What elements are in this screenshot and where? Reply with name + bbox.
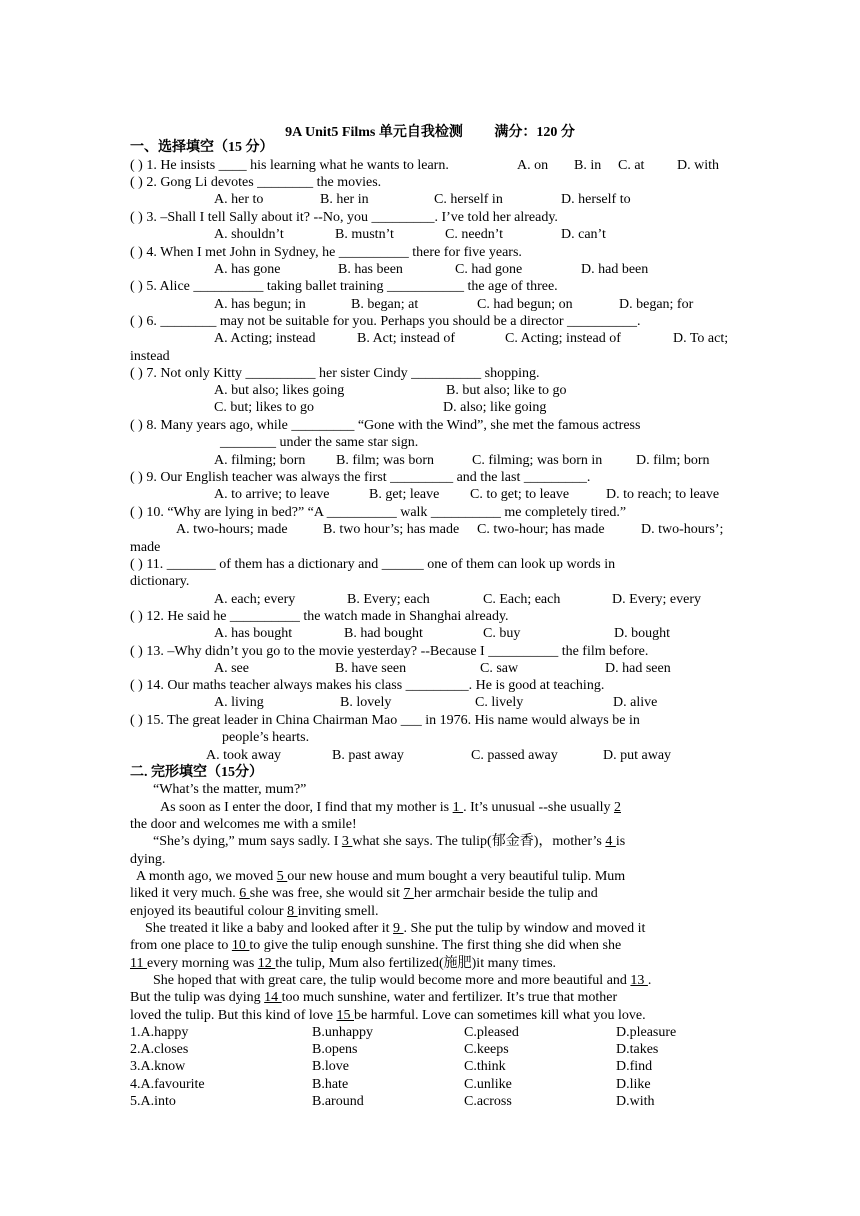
- q11-option-a: A. each; every: [214, 592, 296, 607]
- question-12: ( ) 12. He said he __________ the watch made in Shanghai already.: [130, 609, 509, 624]
- q6-option-b: B. Act; instead of: [357, 331, 455, 346]
- q10-option-d: D. two-hours’;: [641, 522, 724, 537]
- q7-option-c: C. but; likes to go: [214, 400, 314, 415]
- q8-option-c: C. filming; was born in: [472, 453, 603, 468]
- q9-option-a: A. to arrive; to leave: [214, 487, 330, 502]
- q1-option-a: A. on: [517, 158, 549, 173]
- q11-option-b: B. Every; each: [347, 592, 430, 607]
- cloze2-option-b: B.opens: [312, 1042, 358, 1057]
- q2-option-c: C. herself in: [434, 192, 503, 207]
- q8-option-d: D. film; born: [636, 453, 710, 468]
- q7-option-d: D. also; like going: [443, 400, 547, 415]
- q3-option-d: D. can’t: [561, 227, 606, 242]
- q12-option-c: C. buy: [483, 626, 521, 641]
- q11-option-c: C. Each; each: [483, 592, 561, 607]
- q2-option-a: A. her to: [214, 192, 264, 207]
- q7-option-b: B. but also; like to go: [446, 383, 567, 398]
- q14-option-a: A. living: [214, 695, 264, 710]
- q15-option-d: D. put away: [603, 748, 672, 763]
- question-1: ( ) 1. He insists ____ his learning what he wants to learn.: [130, 158, 449, 173]
- q9-option-d: D. to reach; to leave: [606, 487, 720, 502]
- q14-option-c: C. lively: [475, 695, 524, 710]
- q5-option-c: C. had begun; on: [477, 297, 573, 312]
- q10-option-a: A. two-hours; made: [176, 522, 288, 537]
- q12-option-a: A. has bought: [214, 626, 293, 641]
- q8-option-a: A. filming; born: [214, 453, 306, 468]
- blank-4: 4: [605, 834, 616, 849]
- q5-option-a: A. has begun; in: [214, 297, 306, 312]
- cloze2-option-a: 2.A.closes: [130, 1042, 189, 1057]
- cloze1-option-b: B.unhappy: [312, 1025, 374, 1040]
- passage-line-1: “What’s the matter, mum?”: [153, 782, 307, 797]
- q5-option-d: D. began; for: [619, 297, 694, 312]
- q6-continuation: instead: [130, 349, 170, 364]
- q14-option-b: B. lovely: [340, 695, 392, 710]
- q13-option-d: D. had seen: [605, 661, 671, 676]
- q8-continuation: ________ under the same star sign.: [220, 435, 419, 450]
- q2-option-b: B. her in: [320, 192, 369, 207]
- passage-line-10: from one place to 10 to give the tulip enough sunshine. The first thing she did when she: [130, 938, 622, 953]
- question-2: ( ) 2. Gong Li devotes ________ the movies.: [130, 175, 382, 190]
- q4-option-c: C. had gone: [455, 262, 523, 277]
- cloze1-option-a: 1.A.happy: [130, 1025, 189, 1040]
- blank-3: 3: [341, 834, 353, 849]
- q9-option-c: C. to get; to leave: [470, 487, 570, 502]
- cloze3-option-a: 3.A.know: [130, 1059, 186, 1074]
- q11-option-d: D. Every; every: [612, 592, 702, 607]
- question-8: ( ) 8. Many years ago, while _________ “Gone with the Wind”, she met the famous actress: [130, 418, 641, 433]
- passage-line-4: “She’s dying,” mum says sadly. I 3 what she says. The tulip(郁金香)，mother’s 4 is: [153, 834, 626, 849]
- question-6: ( ) 6. ________ may not be suitable for you. Perhaps you should be a director __________.: [130, 314, 641, 329]
- cloze5-option-d: D.with: [616, 1094, 655, 1109]
- passage-line-3: the door and welcomes me with a smile!: [130, 817, 357, 832]
- section2-heading: 二. 完形填空（15分）: [130, 765, 263, 780]
- q5-option-b: B. began; at: [351, 297, 419, 312]
- section1-heading: 一、选择填空（15 分）: [130, 140, 274, 155]
- question-9: ( ) 9. Our English teacher was always the first _________ and the last _________.: [130, 470, 591, 485]
- blank-1: 1: [452, 800, 464, 815]
- blank-8: 8: [287, 904, 298, 919]
- q3-option-c: C. needn’t: [445, 227, 504, 242]
- passage-line-9: She treated it like a baby and looked after it 9 . She put the tulip by window and moved it: [145, 921, 646, 936]
- question-4: ( ) 4. When I met John in Sydney, he __________ there for five years.: [130, 245, 522, 260]
- cloze3-option-c: C.think: [464, 1059, 506, 1074]
- title-main: 9A Unit5 Films 单元自我检测: [285, 125, 463, 140]
- blank-13: 13: [630, 973, 648, 988]
- q3-option-a: A. shouldn’t: [214, 227, 284, 242]
- passage-line-5: dying.: [130, 852, 166, 867]
- passage-line-6: A month ago, we moved 5 our new house and mum bought a very beautiful tulip. Mum: [136, 869, 626, 884]
- blank-10: 10: [231, 938, 250, 953]
- q13-option-c: C. saw: [480, 661, 519, 676]
- blank-11: 11: [130, 956, 147, 971]
- question-11: ( ) 11. _______ of them has a dictionary and ______ one of them can look up words in: [130, 557, 616, 572]
- q15-option-a: A. took away: [206, 748, 282, 763]
- q1-option-c: C. at: [618, 158, 645, 173]
- question-13: ( ) 13. –Why didn’t you go to the movie yesterday? --Because I __________ the film before.: [130, 644, 649, 659]
- blank-5: 5: [276, 869, 288, 884]
- cloze4-option-d: D.like: [616, 1077, 651, 1092]
- q4-option-d: D. had been: [581, 262, 649, 277]
- blank-9: 9: [393, 921, 404, 936]
- q11-continuation: dictionary.: [130, 574, 190, 589]
- q14-option-d: D. alive: [613, 695, 658, 710]
- passage-line-8: enjoyed its beautiful colour 8 inviting smell.: [130, 904, 379, 919]
- q4-option-b: B. has been: [338, 262, 403, 277]
- cloze3-option-d: D.find: [616, 1059, 653, 1074]
- q7-option-a: A. but also; likes going: [214, 383, 345, 398]
- q12-option-d: D. bought: [614, 626, 670, 641]
- cloze2-option-c: C.keeps: [464, 1042, 509, 1057]
- q9-option-b: B. get; leave: [369, 487, 440, 502]
- q3-option-b: B. mustn’t: [335, 227, 394, 242]
- question-10: ( ) 10. “Why are lying in bed?” “A __________ walk __________ me completely tired.”: [130, 505, 627, 520]
- cloze2-option-d: D.takes: [616, 1042, 659, 1057]
- title-score: 满分：120 分: [494, 125, 575, 140]
- cloze3-option-b: B.love: [312, 1059, 349, 1074]
- passage-line-13: But the tulip was dying 14 too much sunshine, water and fertilizer. It’s true that mother: [130, 990, 618, 1005]
- q15-option-b: B. past away: [332, 748, 404, 763]
- q10-option-c: C. two-hour; has made: [477, 522, 605, 537]
- cloze4-option-c: C.unlike: [464, 1077, 512, 1092]
- question-14: ( ) 14. Our maths teacher always makes his class _________. He is good at teaching.: [130, 678, 605, 693]
- question-3: ( ) 3. –Shall I tell Sally about it? --No, you _________. I’ve told her already.: [130, 210, 558, 225]
- passage-line-14: loved the tulip. But this kind of love 15 be harmful. Love can sometimes kill what you love.: [130, 1008, 646, 1023]
- q15-option-c: C. passed away: [471, 748, 558, 763]
- passage-line-2: As soon as I enter the door, I find that my mother is 1 . It’s unusual --she usually 2: [160, 800, 621, 815]
- q13-option-a: A. see: [214, 661, 249, 676]
- q15-continuation: people’s hearts.: [222, 730, 310, 745]
- q12-option-b: B. had bought: [344, 626, 423, 641]
- blank-12: 12: [257, 956, 276, 971]
- passage-line-12: She hoped that with great care, the tulip would become more and more beautiful and 13 .: [153, 973, 652, 988]
- q8-option-b: B. film; was born: [336, 453, 434, 468]
- q13-option-b: B. have seen: [335, 661, 407, 676]
- blank-14: 14: [264, 990, 282, 1005]
- cloze4-option-a: 4.A.favourite: [130, 1077, 205, 1092]
- q2-option-d: D. herself to: [561, 192, 631, 207]
- q6-option-c: C. Acting; instead of: [505, 331, 621, 346]
- q10-option-b: B. two hour’s; has made: [323, 522, 460, 537]
- cloze4-option-b: B.hate: [312, 1077, 349, 1092]
- question-7: ( ) 7. Not only Kitty __________ her sister Cindy __________ shopping.: [130, 366, 540, 381]
- blank-2: 2: [613, 800, 621, 815]
- q4-option-a: A. has gone: [214, 262, 281, 277]
- passage-line-7: liked it very much. 6 she was free, she would sit 7 her armchair beside the tulip and: [130, 886, 598, 901]
- blank-15: 15: [336, 1008, 354, 1023]
- q1-option-d: D. with: [677, 158, 719, 173]
- passage-line-11: 11 every morning was 12 the tulip, Mum also fertilized(施肥)it many times.: [130, 956, 557, 971]
- q6-option-a: A. Acting; instead: [214, 331, 316, 346]
- q10-continuation: made: [130, 540, 161, 555]
- question-5: ( ) 5. Alice __________ taking ballet training ___________ the age of three.: [130, 279, 558, 294]
- cloze5-option-b: B.around: [312, 1094, 364, 1109]
- blank-7: 7: [403, 886, 414, 901]
- q6-option-d: D. To act;: [673, 331, 729, 346]
- cloze5-option-c: C.across: [464, 1094, 512, 1109]
- page-title: [0, 121, 860, 141]
- q1-option-b: B. in: [574, 158, 602, 173]
- question-15: ( ) 15. The great leader in China Chairman Mao ___ in 1976. His name would always be in: [130, 713, 640, 728]
- cloze1-option-c: C.pleased: [464, 1025, 519, 1040]
- blank-6: 6: [239, 886, 250, 901]
- cloze1-option-d: D.pleasure: [616, 1025, 677, 1040]
- cloze5-option-a: 5.A.into: [130, 1094, 176, 1109]
